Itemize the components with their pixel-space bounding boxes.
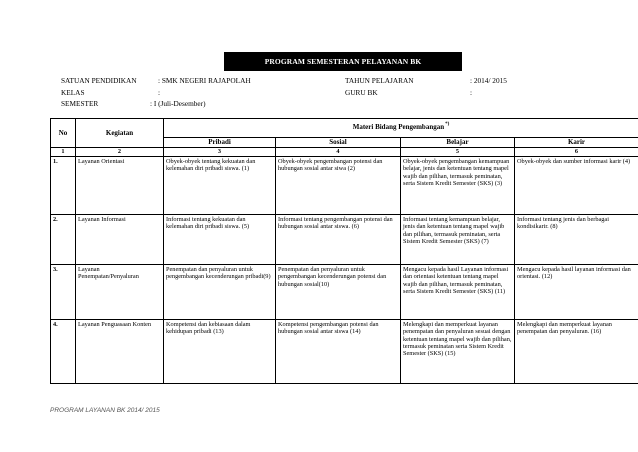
pribadi-cell: Penempatan dan penyaluran untuk pengembangan kecenderungan pribadi(9) — [164, 265, 276, 320]
column-number: 5 — [401, 148, 515, 157]
satuan-label: SATUAN PENDIDIKAN — [61, 76, 137, 85]
header-pribadi: Pribadi — [164, 138, 276, 148]
belajar-cell: Obyek-obyek pengembangan kemampuan belajar, jenis dan ketentuan tentang mapel wajib dan pilihan, termasuk peminatan, serta Sistem Kredit Semester (SKS) (3) — [401, 157, 515, 215]
header-sosial: Sosial — [276, 138, 401, 148]
row-number: 3. — [51, 265, 76, 320]
sosial-cell: Kompetensi pengembangan potensi dan hubungan sosial antar siswa (14) — [276, 320, 401, 384]
header-no: No — [51, 119, 76, 148]
belajar-cell: Informasi tentang kemampuan belajar, jenis dan ketentuan tentang mapel wajib dan pilihan, termasuk peminatan, serta Sistem Kredit Semester (SKS) (7) — [401, 215, 515, 265]
program-table — [50, 118, 638, 384]
kelas-value: : — [158, 88, 161, 97]
header-materi-footnote: *) — [445, 121, 450, 127]
kegiatan-cell: Layanan Orientasi — [76, 157, 164, 215]
belajar-cell: Melengkapi dan memperkuat layanan penempatan dan penyaluran sesuai dengan ketentuan tentang mapel wajib dan pilihan, termasuk peminatan serta Sistem Kredit Semester (SKS) (15) — [401, 320, 515, 384]
guru-label: GURU BK — [345, 88, 378, 97]
belajar-cell: Mengacu kepada hasil Layanan informasi dan orientasi ketentuan tentang mapel wajib dan pilihan, termasuk peminatan, serta Sistem Kredit Semester (SKS) (11) — [401, 265, 515, 320]
karir-cell: Melengkapi dan memperkuat layanan penempatan dan penyaluran. (16) — [515, 320, 638, 384]
row-number: 2. — [51, 215, 76, 265]
semester-label: SEMESTER — [61, 99, 99, 108]
pribadi-cell: Informasi tentang kekuatan dan kelemahan diri pribadi siswa. (5) — [164, 215, 276, 265]
semester-value: : I (Juli-Desember) — [150, 99, 206, 108]
guru-value: : — [470, 88, 473, 97]
tahun-value: : 2014/ 2015 — [470, 76, 507, 85]
sosial-cell: Informasi tentang pengembangan potensi dan hubungan sosial antar siswa. (6) — [276, 215, 401, 265]
karir-cell: Informasi tentang jenis dan berbagai kondisikarir. (8) — [515, 215, 638, 265]
table-header-row — [51, 119, 638, 138]
column-number: 4 — [276, 148, 401, 157]
header-materi — [164, 119, 638, 138]
column-number: 2 — [76, 148, 164, 157]
column-number: 6 — [515, 148, 638, 157]
satuan-value: : SMK NEGERI RAJAPOLAH — [158, 76, 251, 85]
document-banner-title: PROGRAM SEMESTERAN PELAYANAN BK — [224, 52, 462, 71]
table-row — [51, 320, 638, 384]
column-number-row — [51, 148, 638, 157]
column-number: 3 — [164, 148, 276, 157]
header-kegiatan: Kegiatan — [76, 119, 164, 148]
karir-cell: Mengacu kepada hasil layanan informasi dan orientasi. (12) — [515, 265, 638, 320]
column-number: 1 — [51, 148, 76, 157]
tahun-label: TAHUN PELAJARAN — [345, 76, 414, 85]
header-karir: Karir — [515, 138, 638, 148]
row-number: 1. — [51, 157, 76, 215]
pribadi-cell: Kompetensi dan kebiasaan dalam kehidupan pribadi (13) — [164, 320, 276, 384]
header-materi-text: Materi Bidang Pengembangan — [352, 122, 445, 131]
pribadi-cell: Obyek-obyek tentang kekuatan dan kelemahan diri pribadi siswa. (1) — [164, 157, 276, 215]
sosial-cell: Penempatan dan penyaluran untuk pengembangan kecenderungan potensi dan hubungan sosial(10) — [276, 265, 401, 320]
page-footer: PROGRAM LAYANAN BK 2014/ 2015 — [50, 407, 160, 414]
karir-cell: Obyek-obyek dan sumber informasi karir (4) — [515, 157, 638, 215]
kelas-label: KELAS — [61, 88, 85, 97]
kegiatan-cell: Layanan Informasi — [76, 215, 164, 265]
table-row — [51, 215, 638, 265]
table-row — [51, 265, 638, 320]
row-number: 4. — [51, 320, 76, 384]
sosial-cell: Obyek-obyek pengembangan potensi dan hubungan sosial antar siwa (2) — [276, 157, 401, 215]
kegiatan-cell: Layanan Penguasaan Konten — [76, 320, 164, 384]
header-belajar: Belajar — [401, 138, 515, 148]
kegiatan-cell: Layanan Penempatan/Penyaluran — [76, 265, 164, 320]
table-row — [51, 157, 638, 215]
